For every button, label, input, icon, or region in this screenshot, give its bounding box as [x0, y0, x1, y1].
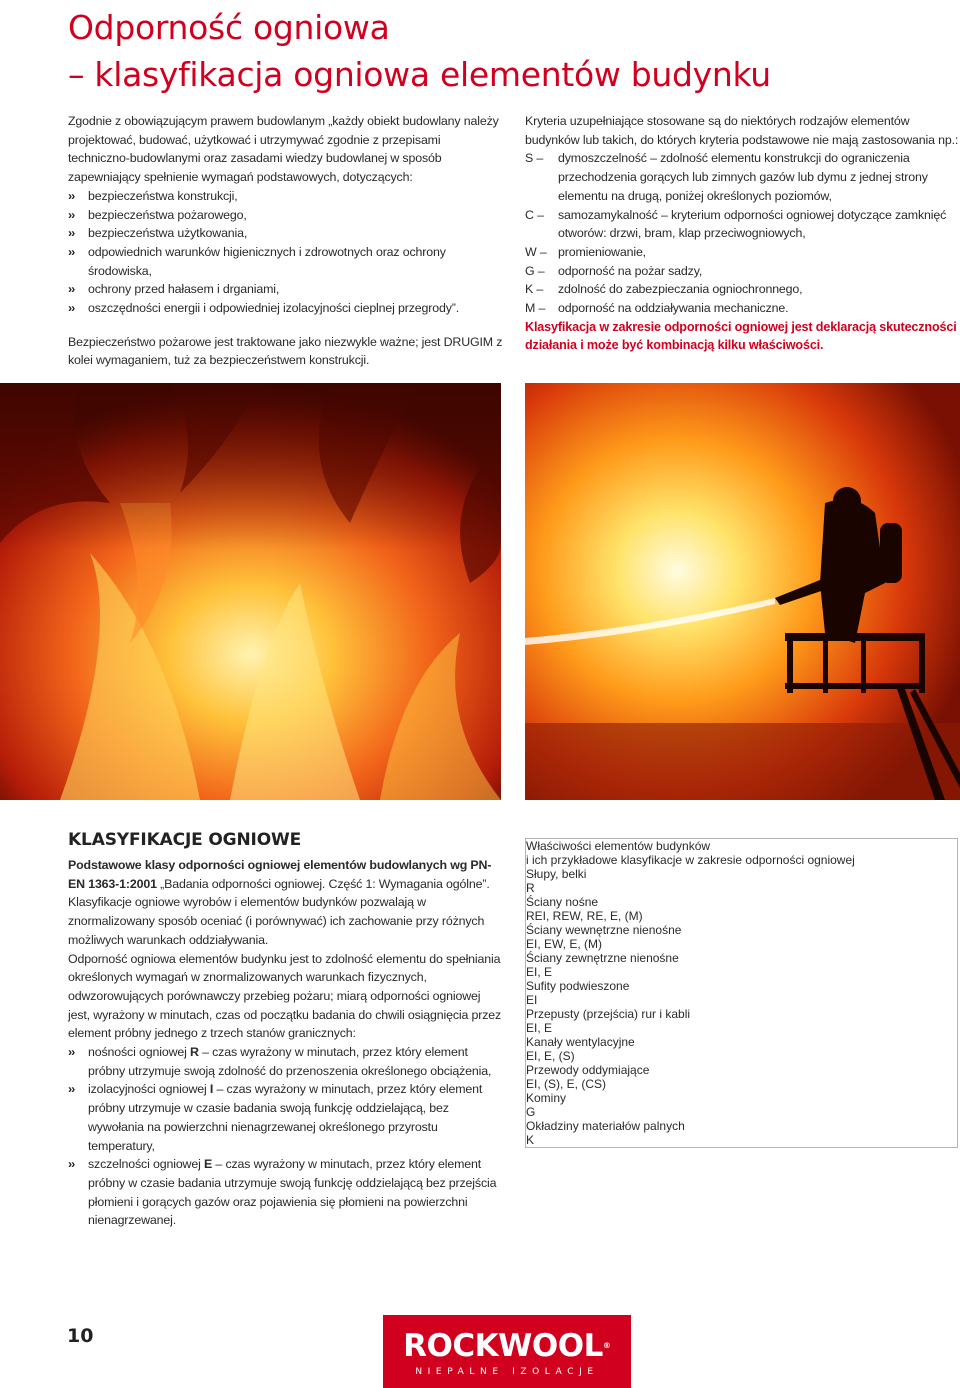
- title-line-1: Odporność ogniowa: [68, 8, 390, 47]
- table-row: Kanały wentylacyjne EI, E, (S): [526, 1035, 635, 1063]
- intro-paragraph: Zgodnie z obowiązującym prawem budowlanym „każdy obiekt budowlany należy projektować, budować, użytkować i utrzymywać zgodnie z przepisami techniczno-budowlanymi oraz zasadami wiedzy budowlanej w sposób zapewniający spełnienie wymagań podstawowych, dotyczących:: [68, 114, 499, 185]
- criteria-item-k: K – zdolność do zabezpieczania ogniochronnego,: [525, 282, 803, 297]
- table-header: Właściwości elementów budynków i ich przykładowe klasyfikacje w zakresie odporności ogniowej: [526, 839, 855, 867]
- chevron-right-icon: ››: [68, 1045, 75, 1060]
- classification-paragraph-2: Odporność ogniowa elementów budynku jest to zdolność elementu do spełniania określonych wymagań w znormalizowanych warunkach fizycznych, odwzorowujących porównawczy przebieg pożaru; miarą odporności ogniowej jest, wyrażony w minutach, czas od początku badania do chwili osiągnięcia przez element próbny jednego z trzech stanów granicznych:: [68, 951, 502, 1041]
- table-row: Przewody oddymiające EI, (S), E, (CS): [526, 1063, 650, 1091]
- chevron-right-icon: ››: [68, 1082, 75, 1097]
- firefighter-photo: [525, 383, 960, 800]
- table-row: Przepusty (przejścia) rur i kabli EI, E: [526, 1007, 691, 1035]
- criteria-item-g: G – odporność na pożar sadzy,: [525, 263, 703, 278]
- list-item: ›› bezpieczeństwa pożarowego,: [68, 206, 504, 225]
- section-subheading: Podstawowe klasy odporności ogniowej elementów budowlanych wg PN-EN 1363-1:2001 „Badania odporności ogniowej. Część 1: Wymagania ogólne”.: [68, 858, 492, 891]
- logo-tagline: NIEPALNE IZOLACJE: [415, 1367, 599, 1377]
- flames-image: [0, 383, 501, 800]
- table-row: Ściany nośne REI, REW, RE, E, (M): [526, 895, 643, 923]
- classification-section: [68, 828, 502, 1230]
- highlight-statement: Klasyfikacja w zakresie odporności ogniowej jest deklaracją skuteczności działania i może być kombinacją kilku właściwości.: [525, 319, 957, 353]
- section-heading: KLASYFIKACJE OGNIOWE: [68, 830, 302, 850]
- list-item: ›› nośności ogniowej R – czas wyrażony w minutach, przez który element próbny utrzymuje swoją zdolność do przenoszenia określonego obciążenia,: [68, 1045, 492, 1078]
- list-item: ›› szczelności ogniowej E – czas wyrażony w minutach, przez który element próbny w czasie badania utrzymuje swoją funkcję oddzielającą bez przejścia płomieni i gorących gazów oraz pojawienia się płomieni na powierzchni nienagrzewanej.: [68, 1157, 497, 1228]
- list-item: ›› ochrony przed hałasem i drganiami,: [68, 280, 504, 299]
- list-item: ›› oszczędności energii i odpowiedniej izolacyjności cieplnej przegrody”.: [68, 299, 504, 318]
- rockwool-logo: [383, 1315, 631, 1388]
- title-line-2: – klasyfikacja ogniowa elementów budynku: [68, 55, 771, 94]
- logo-wordmark: ROCKWOOL®: [403, 1328, 611, 1364]
- intro-column: [68, 112, 504, 370]
- table-row: Ściany wewnętrzne nienośne EI, EW, E, (M): [526, 923, 682, 951]
- chevron-right-icon: ››: [68, 244, 75, 259]
- requirements-list: [68, 187, 504, 318]
- list-item: ›› bezpieczeństwa konstrukcji,: [68, 187, 504, 206]
- criteria-item-c: C – samozamykalność – kryterium odporności ogniowej dotyczące zamknięć otworów: drzwi, bram, klap przeciwogniowych,: [525, 207, 947, 241]
- criteria-column: [525, 112, 960, 355]
- table-row: Ściany zewnętrzne nienośne EI, E: [526, 951, 679, 979]
- chevron-right-icon: ››: [68, 282, 75, 297]
- list-item: ›› bezpieczeństwa użytkowania,: [68, 224, 504, 243]
- chevron-right-icon: ››: [68, 301, 75, 316]
- list-item: ›› izolacyjności ogniowej I – czas wyrażony w minutach, przez który element próbny utrzymuje w czasie badania swoją funkcję oddzielającą, bez wywołania na powierzchni nienagrzewanej określonego przyrostu temperatury,: [68, 1082, 483, 1153]
- chevron-right-icon: ››: [68, 1157, 75, 1172]
- table-row: Sufity podwieszone EI: [526, 979, 630, 1007]
- page-number: 10: [67, 1325, 94, 1347]
- classification-paragraph-1: Klasyfikacje ogniowe wyrobów i elementów budynków pozwalają w znormalizowany sposób oceniać (i porównywać) ich zachowanie przy różnych możliwych warunkach oddziaływania.: [68, 895, 485, 947]
- table-row: Kominy G: [526, 1091, 567, 1119]
- table-row: Słupy, belki R: [526, 867, 587, 895]
- classification-table: [525, 838, 958, 1148]
- chevron-right-icon: ››: [68, 207, 75, 222]
- limit-states-list: [68, 1043, 502, 1230]
- flames-photo: [0, 383, 501, 800]
- firefighter-image: [525, 383, 960, 800]
- criteria-item-w: W – promieniowanie,: [525, 244, 646, 259]
- table-row: Okładziny materiałów palnych K: [526, 1119, 685, 1147]
- criteria-intro: Kryteria uzupełniające stosowane są do niektórych rodzajów elementów budynków lub takich, do których kryteria podstawowe nie mają zastosowania np.:: [525, 114, 959, 147]
- chevron-right-icon: ››: [68, 226, 75, 241]
- page-title: [68, 4, 928, 98]
- list-item: ›› odpowiednich warunków higienicznych i zdrowotnych oraz ochrony środowiska,: [68, 244, 446, 278]
- chevron-right-icon: ››: [68, 188, 75, 203]
- intro-closing: Bezpieczeństwo pożarowe jest traktowane jako niezwykle ważne; jest DRUGIM z kolei wymaganiem, tuż za bezpieczeństwem konstrukcji.: [68, 334, 503, 368]
- criteria-item-s: S – dymoszczelność – zdolność elementu konstrukcji do ograniczenia przechodzenia gorących lub zimnych gazów lub dymu z jednej strony elementu na drugą, poniżej określonych poziomów,: [525, 151, 928, 203]
- criteria-item-m: M – odporność na oddziaływania mechaniczne.: [525, 301, 789, 316]
